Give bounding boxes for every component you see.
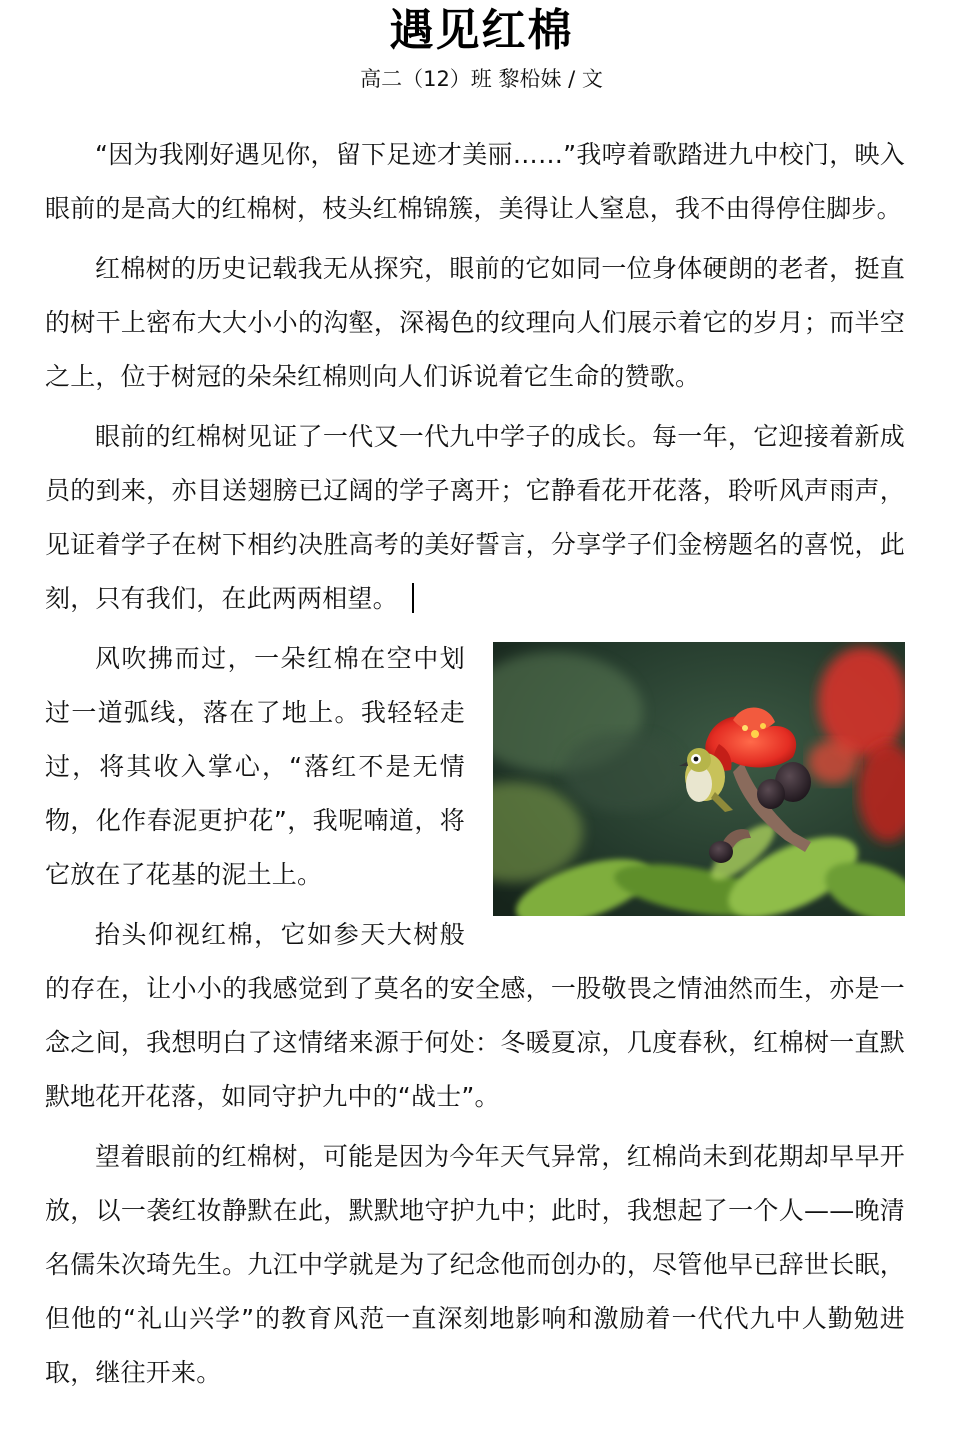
paragraph-3-text: 眼前的红棉树见证了一代又一代九中学子的成长。每一年，它迎接着新成员的到来，亦目送翅膀已辽阔的学子离开；它静看花开花落，聆听风声雨声，见证着学子在树下相约决胜高考的美好誓言，分享学子们金榜题名的喜悦，此刻，只有我们，在此两两相望。 [45,422,905,613]
article-byline: 高二（12）班 黎柗妹 / 文 [360,67,603,91]
paragraph-1: “因为我刚好遇见你，留下足迹才美丽……”我哼着歌踏进九中校门，映入眼前的是高大的红棉树，枝头红棉锦簇，美得让人窒息，我不由得停住脚步。 [45,140,905,223]
paragraph-4-text: 风吹拂而过，一朵红棉在空中划过一道弧线，落在了地上。我轻轻走过，将其收入掌心，“落红不是无情物，化作春泥更护花”，我呢喃道，将它放在了花基的泥土上。 [45,644,465,889]
kapok-bird-photo-art [493,642,905,916]
paragraph-2: 红棉树的历史记载我无从探究，眼前的它如同一位身体硬朗的老者，挺直的树干上密布大大小小的沟壑，深褐色的纹理向人们展示着它的岁月；而半空之上，位于树冠的朵朵红棉则向人们诉说着它生命的赞歌。 [45,254,905,391]
article-title: 遇见红棉 [389,5,574,56]
article-body [45,128,905,1400]
paragraph-4 [45,632,905,902]
kapok-bird-photo [493,642,905,916]
paragraph-3 [45,410,905,626]
paragraph-5: 抬头仰视红棉，它如参天大树般的存在，让小小的我感觉到了莫名的安全感，一股敬畏之情油然而生，亦是一念之间，我想明白了这情绪来源于何处：冬暖夏凉，几度春秋，红棉树一直默默地花开花落，如同守护九中的“战士”。 [45,920,905,1111]
text-cursor[interactable] [412,583,414,613]
paragraph-6: 望着眼前的红棉树，可能是因为今年天气异常，红棉尚未到花期却早早开放，以一袭红妆静默在此，默默地守护九中；此时，我想起了一个人——晚清名儒朱次琦先生。九江中学就是为了纪念他而创办的，尽管他早已辞世长眠，但他的“礼山兴学”的教育风范一直深刻地影响和激励着一代代九中人勤勉进取，继往开来。 [45,1142,905,1387]
